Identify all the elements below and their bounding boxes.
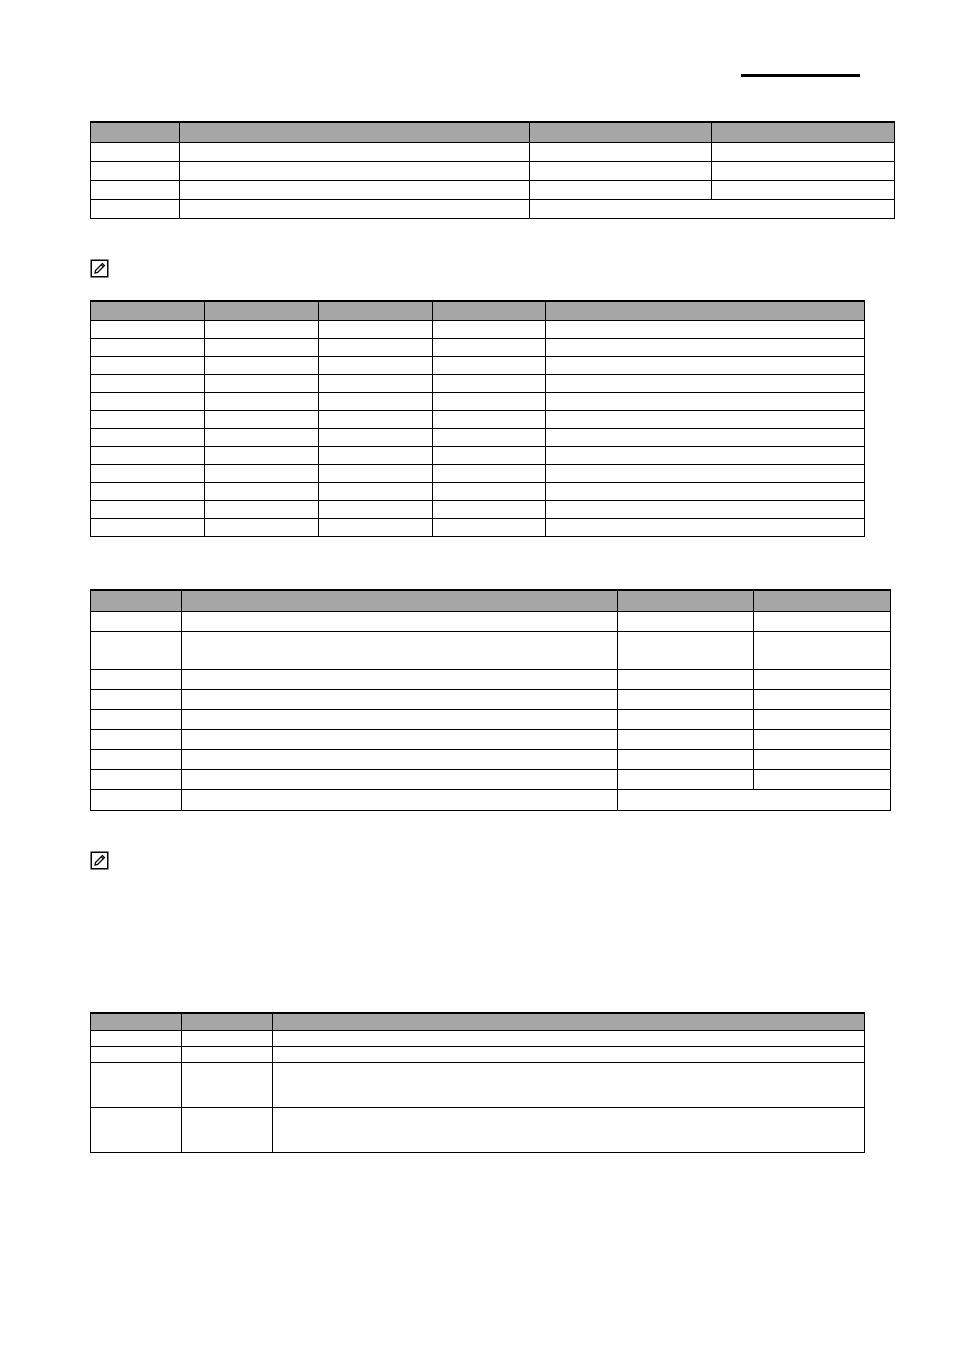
table-cell [754,729,891,749]
table-cell [712,161,895,180]
table-cell [273,1062,865,1107]
table-cell [91,611,182,631]
table-cell [91,374,205,392]
table-header-cell [205,301,319,320]
table-1-header-cell [91,122,180,142]
table-cell [530,161,712,180]
table-cell [91,1107,182,1152]
table-cell [546,428,865,446]
table-cell [182,689,618,709]
table-row [91,410,865,428]
table-row [91,356,865,374]
table-cell [182,769,618,789]
table-cell [91,338,205,356]
table-cell [182,669,618,689]
table-cell [618,689,754,709]
table-2-header-row [91,301,865,320]
table-header-cell [546,301,865,320]
table-cell [754,749,891,769]
table-cell [319,374,433,392]
table-cell [91,669,182,689]
table-cell [205,482,319,500]
table-cell [319,500,433,518]
table-cell [433,392,546,410]
table-cell [182,729,618,749]
table-row [91,482,865,500]
table-cell [618,611,754,631]
table-cell [546,500,865,518]
table-cell [91,356,205,374]
table-header-cell [182,1013,273,1030]
table-cell [182,1030,273,1046]
table-row [91,631,891,669]
table-cell [91,689,182,709]
table-cell [182,611,618,631]
table-row [91,789,891,810]
table-cell [618,631,754,669]
table-cell [319,338,433,356]
table-cell [754,709,891,729]
table-cell [618,789,891,810]
table-cell [754,689,891,709]
table-row [91,611,891,631]
table-cell [91,769,182,789]
header-rule [741,74,860,77]
table-cell [319,482,433,500]
table-cell [91,161,180,180]
table-cell [754,769,891,789]
table-cell [91,446,205,464]
table-cell [319,410,433,428]
table-cell [91,1046,182,1062]
table-cell [205,428,319,446]
table-cell [433,338,546,356]
table-cell [618,669,754,689]
table-cell [546,446,865,464]
table-header-cell [273,1013,865,1030]
note-pencil-icon [90,851,109,870]
table-cell [91,789,182,810]
table-cell [319,464,433,482]
table-row [91,1030,865,1046]
table-cell [712,180,895,199]
table-cell [91,428,205,446]
table-cell [182,749,618,769]
table-row [91,464,865,482]
table-cell [205,518,319,536]
table-1-header-cell [530,122,712,142]
table-cell [91,410,205,428]
table-4 [90,1012,865,1153]
table-cell [182,1107,273,1152]
table-row [91,446,865,464]
table-cell [433,464,546,482]
table-4-header-row [91,1013,865,1030]
table-cell [205,374,319,392]
table-cell [180,199,530,218]
table-row [91,500,865,518]
table-cell [433,410,546,428]
table-cell [273,1046,865,1062]
table-header-cell [91,590,182,611]
table-cell [205,392,319,410]
table-header-cell [91,301,205,320]
table-row [91,749,891,769]
table-cell [205,410,319,428]
table-cell [205,500,319,518]
table-cell [91,464,205,482]
table-1-header-row [91,122,895,142]
table-cell [530,142,712,161]
table-1-header-cell [712,122,895,142]
table-header-cell [618,590,754,611]
table-row [91,199,895,218]
table-row [91,374,865,392]
table-cell [182,789,618,810]
table-cell [433,500,546,518]
table-cell [433,428,546,446]
table-3 [90,589,891,811]
note-pencil-icon [90,259,109,278]
table-cell [319,518,433,536]
table-cell [319,356,433,374]
table-header-cell [433,301,546,320]
table-cell [433,482,546,500]
table-row [91,1107,865,1152]
table-row [91,669,891,689]
table-cell [91,749,182,769]
table-cell [91,320,205,338]
table-header-cell [182,590,618,611]
table-cell [319,446,433,464]
table-cell [433,374,546,392]
table-header-cell [319,301,433,320]
table-row [91,320,865,338]
table-cell [205,464,319,482]
table-cell [754,611,891,631]
table-cell [91,709,182,729]
table-cell [546,464,865,482]
table-cell [530,199,895,218]
table-cell [319,428,433,446]
table-cell [180,180,530,199]
table-cell [91,631,182,669]
table-3-header-row [91,590,891,611]
table-cell [546,518,865,536]
table-cell [91,518,205,536]
table-cell [433,356,546,374]
table-cell [618,709,754,729]
table-cell [433,446,546,464]
table-cell [91,500,205,518]
table-cell [546,374,865,392]
table-cell [754,631,891,669]
table-row [91,709,891,729]
table-cell [530,180,712,199]
table-row [91,1062,865,1107]
table-cell [205,320,319,338]
table-cell [546,410,865,428]
table-cell [180,142,530,161]
table-cell [319,392,433,410]
table-cell [618,749,754,769]
table-cell [91,729,182,749]
table-cell [546,338,865,356]
table-row [91,392,865,410]
table-cell [180,161,530,180]
table-cell [205,338,319,356]
table-row [91,518,865,536]
table-cell [546,356,865,374]
table-2 [90,300,865,537]
table-cell [182,1046,273,1062]
table-cell [91,142,180,161]
table-row [91,689,891,709]
table-cell [91,1062,182,1107]
table-cell [618,769,754,789]
table-row [91,161,895,180]
table-cell [205,446,319,464]
table-cell [273,1030,865,1046]
table-row [91,142,895,161]
table-1 [90,121,895,219]
table-cell [91,180,180,199]
table-cell [91,1030,182,1046]
table-cell [546,320,865,338]
table-cell [182,1062,273,1107]
table-1-header-cell [180,122,530,142]
table-cell [91,392,205,410]
table-cell [618,729,754,749]
table-cell [182,631,618,669]
table-cell [205,356,319,374]
table-row [91,769,891,789]
table-row [91,428,865,446]
table-cell [91,199,180,218]
table-row [91,1046,865,1062]
table-row [91,338,865,356]
table-cell [712,142,895,161]
table-cell [546,392,865,410]
table-cell [319,320,433,338]
table-row [91,729,891,749]
table-cell [433,518,546,536]
table-cell [754,669,891,689]
table-cell [546,482,865,500]
table-header-cell [754,590,891,611]
table-cell [433,320,546,338]
table-cell [91,482,205,500]
table-header-cell [91,1013,182,1030]
table-cell [182,709,618,729]
table-cell [273,1107,865,1152]
table-row [91,180,895,199]
